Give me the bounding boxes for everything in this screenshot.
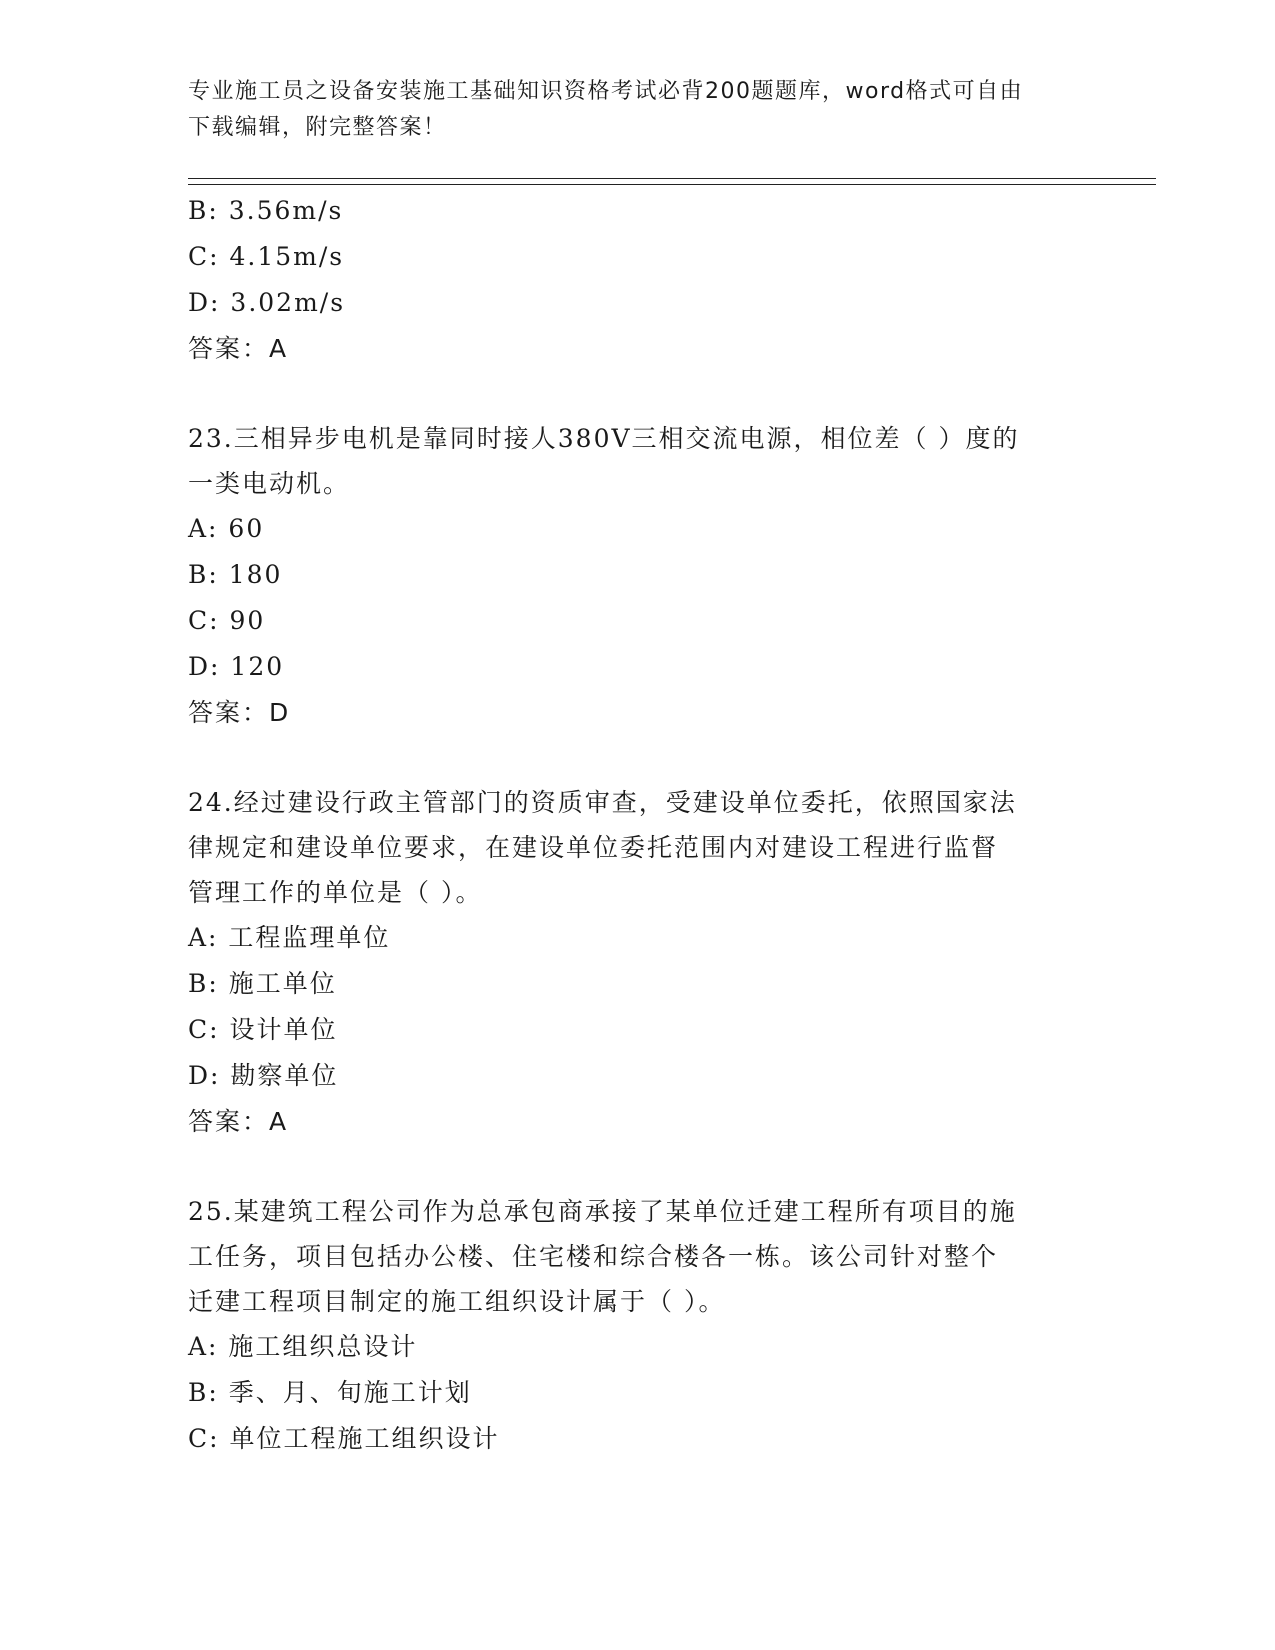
option-d: D: 3.02m/s xyxy=(188,288,346,317)
option-c: C: 4.15m/s xyxy=(188,242,345,271)
option-d: D: 120 xyxy=(188,652,285,681)
question-list xyxy=(188,188,1088,1462)
option-c: C: 90 xyxy=(188,606,266,635)
question-23 xyxy=(188,416,1088,736)
question-stem: 一类电动机。 xyxy=(188,469,351,498)
option-b: B: 3.56m/s xyxy=(188,196,344,225)
question-24 xyxy=(188,780,1088,1145)
spacer xyxy=(188,372,1088,416)
answer: 答案：A xyxy=(188,1107,289,1136)
option-c: C: 设计单位 xyxy=(188,1015,338,1044)
option-b: B: 180 xyxy=(188,560,283,589)
question-stem: 25.某建筑工程公司作为总承包商承接了某单位迁建工程所有项目的施 xyxy=(188,1197,1017,1226)
header-line-1: 专业施工员之设备安装施工基础知识资格考试必背200题题库，word格式可自由 xyxy=(188,79,1024,104)
page-header xyxy=(188,74,1068,146)
question-22-continued xyxy=(188,188,1088,372)
answer: 答案：D xyxy=(188,698,291,727)
option-d: D: 勘察单位 xyxy=(188,1061,339,1090)
question-stem: 管理工作的单位是（ ）。 xyxy=(188,878,483,907)
header-divider xyxy=(188,178,1156,185)
option-a: A: 60 xyxy=(188,514,265,543)
question-stem: 迁建工程项目制定的施工组织设计属于（ ）。 xyxy=(188,1287,726,1316)
answer: 答案：A xyxy=(188,334,289,363)
option-c: C: 单位工程施工组织设计 xyxy=(188,1424,500,1453)
question-stem: 24.经过建设行政主管部门的资质审查，受建设单位委托，依照国家法 xyxy=(188,788,1017,817)
header-line-2: 下载编辑，附完整答案！ xyxy=(188,115,447,140)
question-stem: 工任务，项目包括办公楼、住宅楼和综合楼各一栋。该公司针对整个 xyxy=(188,1242,999,1271)
question-25 xyxy=(188,1189,1088,1462)
spacer xyxy=(188,736,1088,780)
option-b: B: 施工单位 xyxy=(188,969,337,998)
spacer xyxy=(188,1145,1088,1189)
question-stem: 律规定和建设单位要求，在建设单位委托范围内对建设工程进行监督 xyxy=(188,833,999,862)
option-a: A: 工程监理单位 xyxy=(188,923,391,952)
option-a: A: 施工组织总设计 xyxy=(188,1332,418,1361)
option-b: B: 季、月、旬施工计划 xyxy=(188,1378,472,1407)
question-stem: 23.三相异步电机是靠同时接人380V三相交流电源，相位差（ ）度的 xyxy=(188,424,1020,453)
